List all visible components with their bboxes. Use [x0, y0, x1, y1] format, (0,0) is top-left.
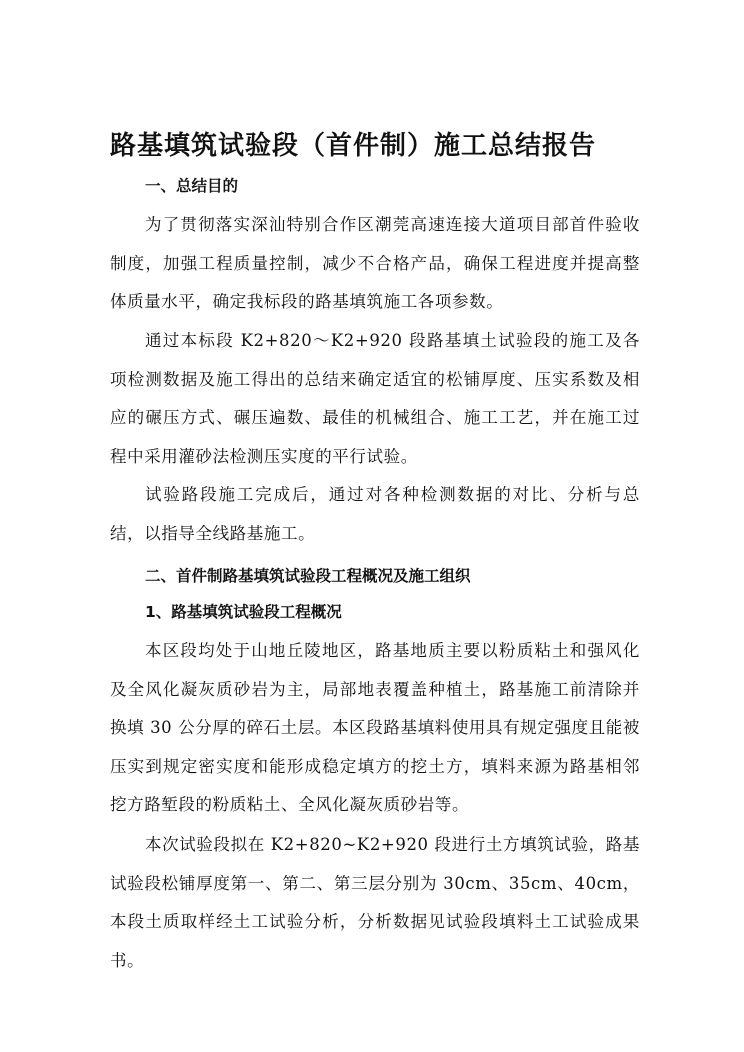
paragraph-purpose-2: 通过本标段 K2+820～K2+920 段路基填土试验段的施工及各项检测数据及施工得出的总结来确定适宜的松铺厚度、压实系数及相应的碾压方式、碾压遍数、最佳的机械组合、施工工艺，并在施工过程中采用灌砂法检测压实度的平行试验。 — [110, 331, 640, 466]
subsection-heading-overview: 1、路基填筑试验段工程概况 — [145, 603, 342, 621]
paragraph-overview-1: 本区段均处于山地丘陵地区，路基地质主要以粉质粘土和强风化及全风化凝灰质砂岩为主，局部地表覆盖种植土，路基施工前清除并换填 30 公分厚的碎石土层。本区段路基填料使用具有规定强度且能被压实到规定密实度和能形成稳定填方的挖土方，填料来源为路基相邻挖方路堑段的粉质粘土、全风化凝灰质砂岩等。 — [110, 641, 640, 814]
document-title: 路基填筑试验段（首件制）施工总结报告 — [110, 131, 597, 161]
paragraph-overview-2: 本次试验段拟在 K2+820~K2+920 段进行土方填筑试验，路基试验段松铺厚度第一、第二、第三层分别为 30cm、35cm、40cm，本段土质取样经土工试验分析，分析数据见试验段填料土工试验成果书。 — [110, 835, 640, 970]
section-heading-purpose: 一、总结目的 — [145, 177, 239, 195]
paragraph-purpose-3: 试验路段施工完成后，通过对各种检测数据的对比、分析与总结，以指导全线路基施工。 — [110, 485, 640, 543]
section-heading-overview: 二、首件制路基填筑试验段工程概况及施工组织 — [145, 567, 471, 585]
paragraph-purpose-1: 为了贯彻落实深汕特别合作区潮莞高速连接大道项目部首件验收制度，加强工程质量控制，减少不合格产品，确保工程进度并提高整体质量水平，确定我标段的路基填筑施工各项参数。 — [110, 215, 640, 311]
